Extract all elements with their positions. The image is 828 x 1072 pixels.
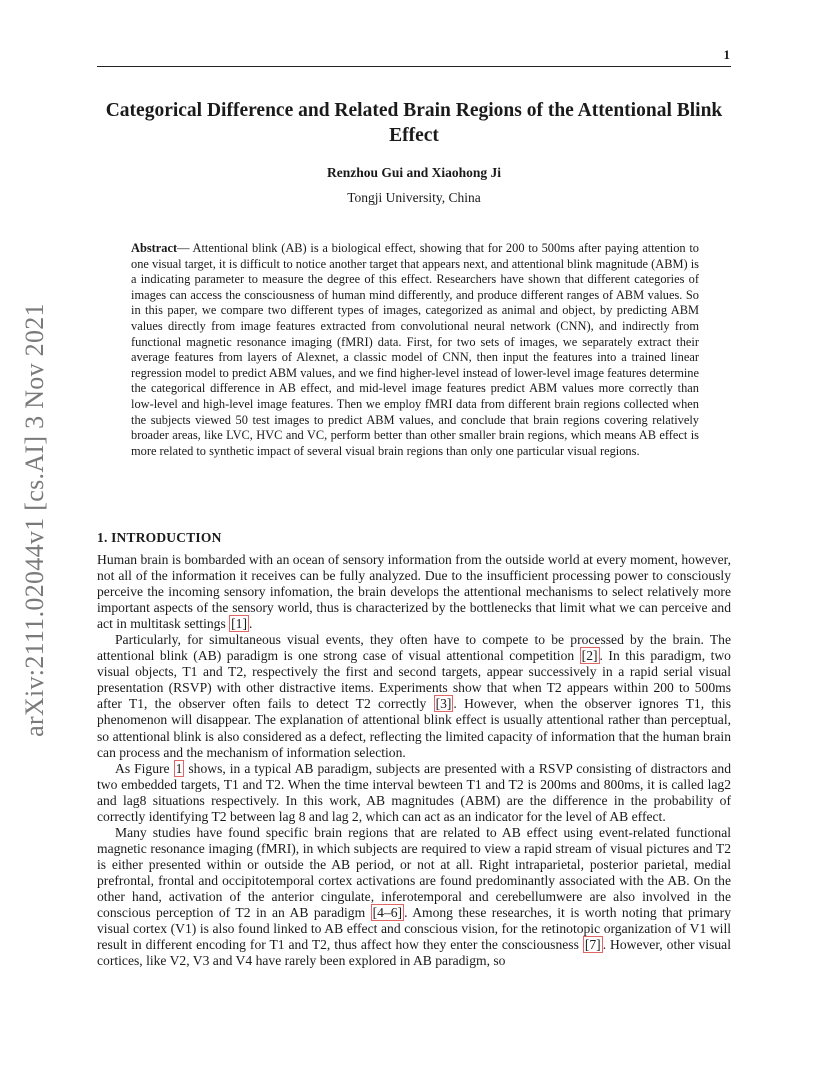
paragraph-3-text-a: As Figure [115, 760, 174, 776]
header-rule [97, 66, 731, 67]
abstract [131, 241, 699, 459]
paragraph-4 [97, 825, 731, 969]
paper-affiliation: Tongji University, China [347, 190, 481, 205]
paragraph-3-text-b: shows, in a typical AB paradigm, subjects are presented with a RSVP consisting of distractors and two embedded targets, T1 and T2. When the time interval bewteen T1 and T2 is 200ms and 800ms, it is called lag2 and lag8 situations respectively. In this work, AB magnitudes (ABM) are the difference in the probability of correctly identifying T2 between lag 8 and lag 2, which can act as an indicator for the level of AB effect. [97, 760, 731, 824]
introduction-body [97, 552, 731, 969]
paragraph-2 [97, 632, 731, 760]
paragraph-4-text-a: Many studies have found specific brain regions that are related to AB effect using event-related functional magnetic resonance imaging (fMRI), in which subjects are required to view a rapid stream of visual pictures and T2 is either presented within or outside the AB period, or not at all. Right intraparietal, posterior parietal, medial prefrontal, frontal and occipitotemporal cortex activations are found predominantly associated with the AB. On the other hand, activation of the anterior cingulate, inferotemporal and cerebellumwere are also involved in the conscious perception of T2 in an AB paradigm [97, 824, 731, 921]
paragraph-4-text-c: . However, other visual cortices, like V2, V3 and V4 have rarely been explored in AB paradigm, so [97, 937, 731, 969]
paragraph-2-text-c: . However, when the observer ignores T1, this phenomenon will disappear. The explanation of attentional blink effect is usually attentional rather than perceptual, so attentional blink is also considered as a defect, reflecting the limited capacity of information that the human brain can process and the mechanism of information selection. [97, 696, 731, 760]
paragraph-2-text-a: Particularly, for simultaneous visual events, they often have to compete to be processed by the brain. The attentional blink (AB) paradigm is one strong case of visual attentional competition [97, 632, 731, 664]
section-heading-introduction: 1. INTRODUCTION [97, 530, 222, 545]
paragraph-2-text-b: . In this paradigm, two visual objects, T1 and T2, respectively the first and second targets, appear successively in a rapid serial visual presentation (RSVP) with other distractive items. Experiments show that when T2 appears within 200 to 500ms after T1, the observer often fails to detect T2 correctly [97, 648, 731, 712]
citation-link[interactable]: [2] [581, 648, 598, 664]
abstract-label: Abstract [131, 241, 178, 255]
arxiv-stamp: arXiv:2111.02044v1 [cs.AI] 3 Nov 2021 [20, 303, 49, 737]
abstract-text: — Attentional blink (AB) is a biological effect, showing that for 200 to 500ms after paying attention to one visual target, it is difficult to notice another target that appears next, and attentional blink magnitude (ABM) is a indicating parameter to measure the degree of this effect. Researchers have shown that different categories of images can access the consciousness of human mind differently, and produce different ranges of ABM values. So in this paper, we compare two different types of images, categorized as animal and object, by predicting ABM values directly from image features extracted from convolutional neural network (CNN), and indirectly from functional magnetic resonance imaging (fMRI) data. First, for two sets of images, we separately extract their average features from layers of Alexnet, a classic model of CNN, then input the features into a trained linear regression model to predict ABM values, and we find higher-level instead of lower-level image features determine the categorical difference in AB effect, and mid-level image features predict ABM values more correctly than low-level and high-level image features. Then we employ fMRI data from different brain regions collected when the subjects viewed 50 test images to predict ABM values, and conclude that brain regions covering relatively broader areas, like LVC, HVC and VC, perform better than other smaller brain regions, which means AB effect is more related to synthetic impact of several visual brain regions than only one particular visual regions. [131, 241, 699, 458]
citation-link[interactable]: [7] [584, 937, 601, 953]
paragraph-1 [97, 552, 731, 632]
citation-link[interactable]: [3] [435, 696, 452, 712]
figure-reference-link[interactable]: 1 [175, 760, 183, 776]
paragraph-3 [97, 761, 731, 825]
paper-title: Categorical Difference and Related Brain Regions of the Attentional Blink Effect [105, 100, 723, 146]
citation-link[interactable]: [1] [231, 616, 248, 632]
page-number: 1 [723, 47, 730, 62]
paragraph-1-text: Human brain is bombarded with an ocean of sensory information from the outside world at every moment, however, not all of the information it receives can be fully analyzed. Due to the insufficient processing power to consciously perceive the incoming sensory infomation, the brain develops the attentional mechanisms to select relatively more important aspects of the sensory world, thus is characterized by the bottlenecks that limit what we can perceive and act in multitask settings [97, 552, 731, 632]
citation-link[interactable]: [4–6] [372, 905, 403, 921]
paragraph-4-text-b: . Among these researches, it is worth noting that primary visual cortex (V1) is also found linked to AB effect and conscious vision, for the retinotopic organization of V1 will result in different encoding for T1 and T2, thus affect how they enter the consciousness [97, 905, 731, 953]
paper-authors: Renzhou Gui and Xiaohong Ji [326, 165, 502, 180]
paragraph-1-end: . [249, 616, 253, 632]
